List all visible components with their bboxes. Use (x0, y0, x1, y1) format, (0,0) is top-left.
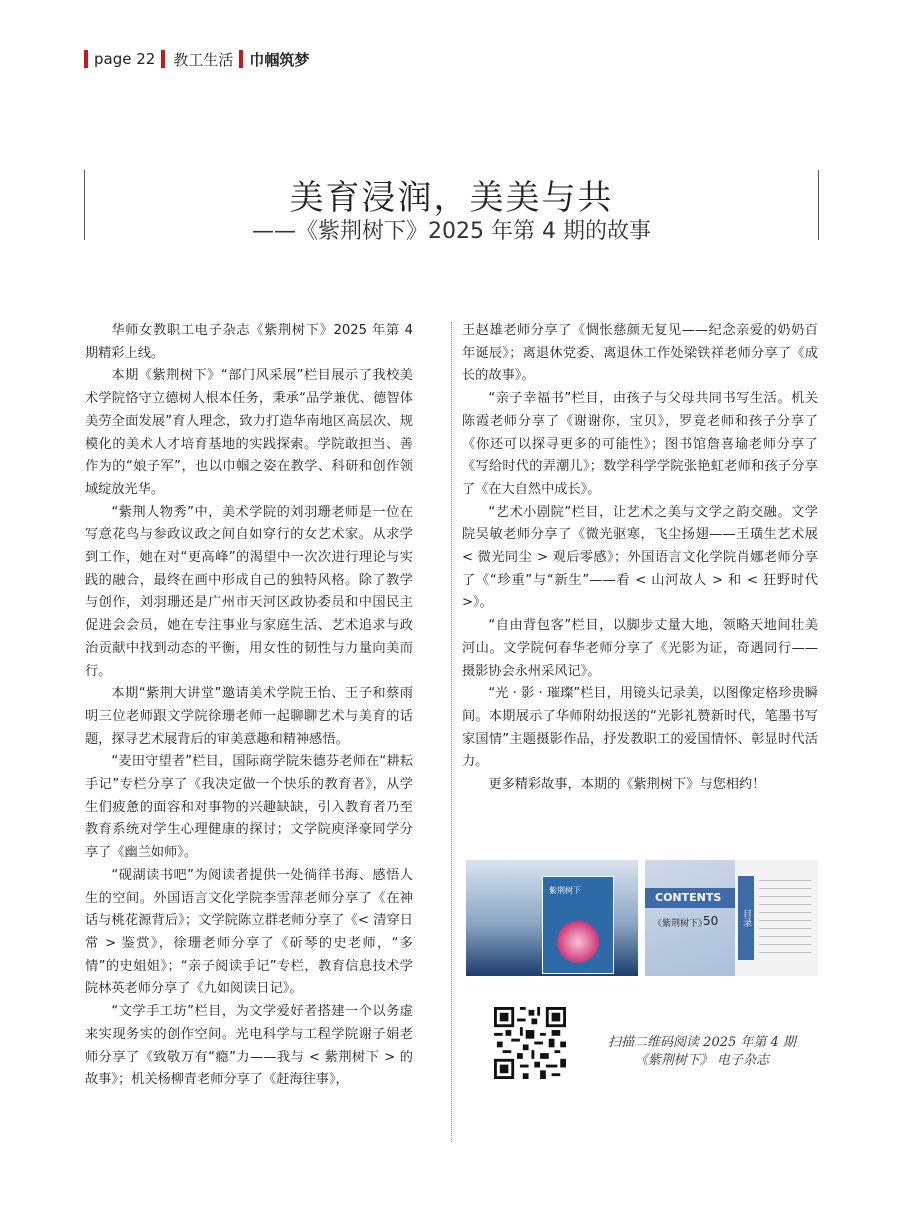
flower-icon (557, 921, 599, 963)
left-column (85, 320, 413, 1092)
mulu-label: 目录 (738, 876, 754, 960)
magazine-cover-image (466, 860, 638, 976)
paragraph: “光 · 影 · 璀璨”栏目，用镜头记录美，以图像定格珍贵瞬间。本期展示了华师附幼报送的“光影礼赞新时代，笔墨书写家国情”主题摄影作品，抒发教职工的爱国情怀、彰显时代活力。 (462, 686, 818, 770)
cover (542, 876, 614, 974)
paragraph: “亲子幸福书”栏目，由孩子与父母共同书写生活。机关陈霞老师分享了《谢谢你，宝贝》，罗竟老师和孩子分享了《你还可以探寻更多的可能性》；图书馆詹喜瑜老师分享了《写给时代的弄潮儿》；数学科学学院张艳虹老师和孩子分享了《在大自然中成长》。 (462, 391, 818, 497)
paragraph: 王赵雄老师分享了《惆怅慈颜无复见——纪念亲爱的奶奶百年诞辰》；离退休党委、离退休工作处梁铁祥老师分享了《成长的故事》。 (462, 323, 818, 384)
red-marker-icon (161, 50, 165, 68)
paragraph: 更多精彩故事，本期的《紫荆树下》与您相约！ (488, 777, 766, 793)
paragraph: “文学手工坊”栏目，为文学爱好者搭建一个以务虚来实现务实的创作空间。光电科学与工程学院谢子娟老师分享了《致敬万有“瘾”力——我与 < 紫荆树下 > 的故事》；机关杨柳青老师分享了《赶海往事》， (85, 1004, 413, 1088)
red-marker-icon (239, 50, 243, 68)
paragraph: 华师女教职工电子杂志《紫荆树下》2025 年第 4 期精彩上线。 (85, 323, 413, 361)
qr-code-icon (494, 1007, 566, 1079)
paragraph: 本期《紫荆树下》“部门风采展”栏目展示了我校美术学院恪守立德树人根本任务，秉承“品学兼优、德智体美劳全面发展”育人理念，致力打造华南地区高层次、规模化的美术人才培育基地的实践探索。学院敢担当、善作为的“娘子军”，也以巾帼之姿在教学、科研和创作领域绽放光华。 (85, 368, 413, 497)
paragraph: “紫荆人物秀”中，美术学院的刘羽珊老师是一位在写意花鸟与参政议政之间自如穿行的女艺术家。从求学到工作，她在对“更高峰”的渴望中一次次进行理论与实践的融合，最终在画中形成自己的独特风格。除了教学与创作，刘羽珊还是广州市天河区政协委员和中国民主促进会会员，她在专注事业与家庭生活、艺术追求与政治贡献中找到动态的平衡，用女性的韧性与力量向美而行。 (85, 504, 413, 679)
title-block (84, 170, 819, 244)
paragraph: “砚湖读书吧”为阅读者提供一处徜徉书海、感悟人生的空间。外国语言文化学院李雪萍老师分享了《在神话与桃花源背后》；文学院陈立群老师分享了《< 清穿日常 > 鉴赏》，徐珊老师分享了《斫琴的史老师，“多情”的史姐姐》；“亲子阅读手记”专栏，教育信息技术学院林英老师分享了《九如阅读日记》。 (85, 867, 413, 997)
subsection-label: 巾帼筑梦 (249, 50, 310, 69)
contents-issue-text: 《紫荆树下》 (653, 919, 708, 929)
paragraph: “麦田守望者”栏目，国际商学院朱德芬老师在“耕耘手记”专栏分享了《我决定做一个快乐的教育者》，从学生们疲惫的面容和对事物的兴趣缺缺，引入教育者乃至教育系统对学生心理健康的探讨；文学院庾泽豪同学分享了《幽兰如师》。 (85, 754, 413, 861)
red-marker-icon (84, 50, 88, 68)
cover-title: 紫荆树下 (549, 886, 581, 895)
contents-page-image (645, 860, 818, 976)
qr-caption (582, 1034, 822, 1070)
contents-label: CONTENTS (645, 888, 735, 908)
contents-issue-number: 50 (703, 914, 719, 928)
paragraph: 本期“紫荆大讲堂”邀请美术学院王怡、王子和蔡雨明三位老师跟文学院徐珊老师一起聊聊艺术与美育的话题，探寻艺术展背后的审美意趣和精神感悟。 (85, 686, 413, 747)
qr-caption-line2: 《紫荆树下》 电子杂志 (634, 1053, 770, 1068)
article-subtitle: ——《紫荆树下》2025 年第 4 期的故事 (252, 219, 651, 244)
paragraph: “自由背包客”栏目，以脚步丈量大地，领略天地间壮美河山。文学院何春华老师分享了《光影为证，奇遇同行——摄影协会永州采风记》。 (462, 618, 818, 679)
right-column (462, 320, 818, 797)
section-label: 教工生活 (173, 50, 234, 69)
paragraph: “艺术小剧院”栏目，让艺术之美与文学之韵交融。文学院吴敏老师分享了《微光驱寒，飞尘扬翅——王璜生艺术展 < 微光同尘 > 观后零感》；外国语言文化学院肖娜老师分享了《“珍重”与“新生”——看 < 山河故人 > 和 < 狂野时代 >》。 (462, 504, 818, 611)
contents-lines (759, 880, 811, 960)
column-divider (451, 322, 452, 1142)
page-header (84, 48, 309, 70)
qr-caption-line1: 扫描二维码阅读 2025 年第 4 期 (608, 1035, 796, 1050)
page-number: page 22 (94, 50, 156, 68)
article-title: 美育浸润，美美与共 (289, 178, 614, 218)
